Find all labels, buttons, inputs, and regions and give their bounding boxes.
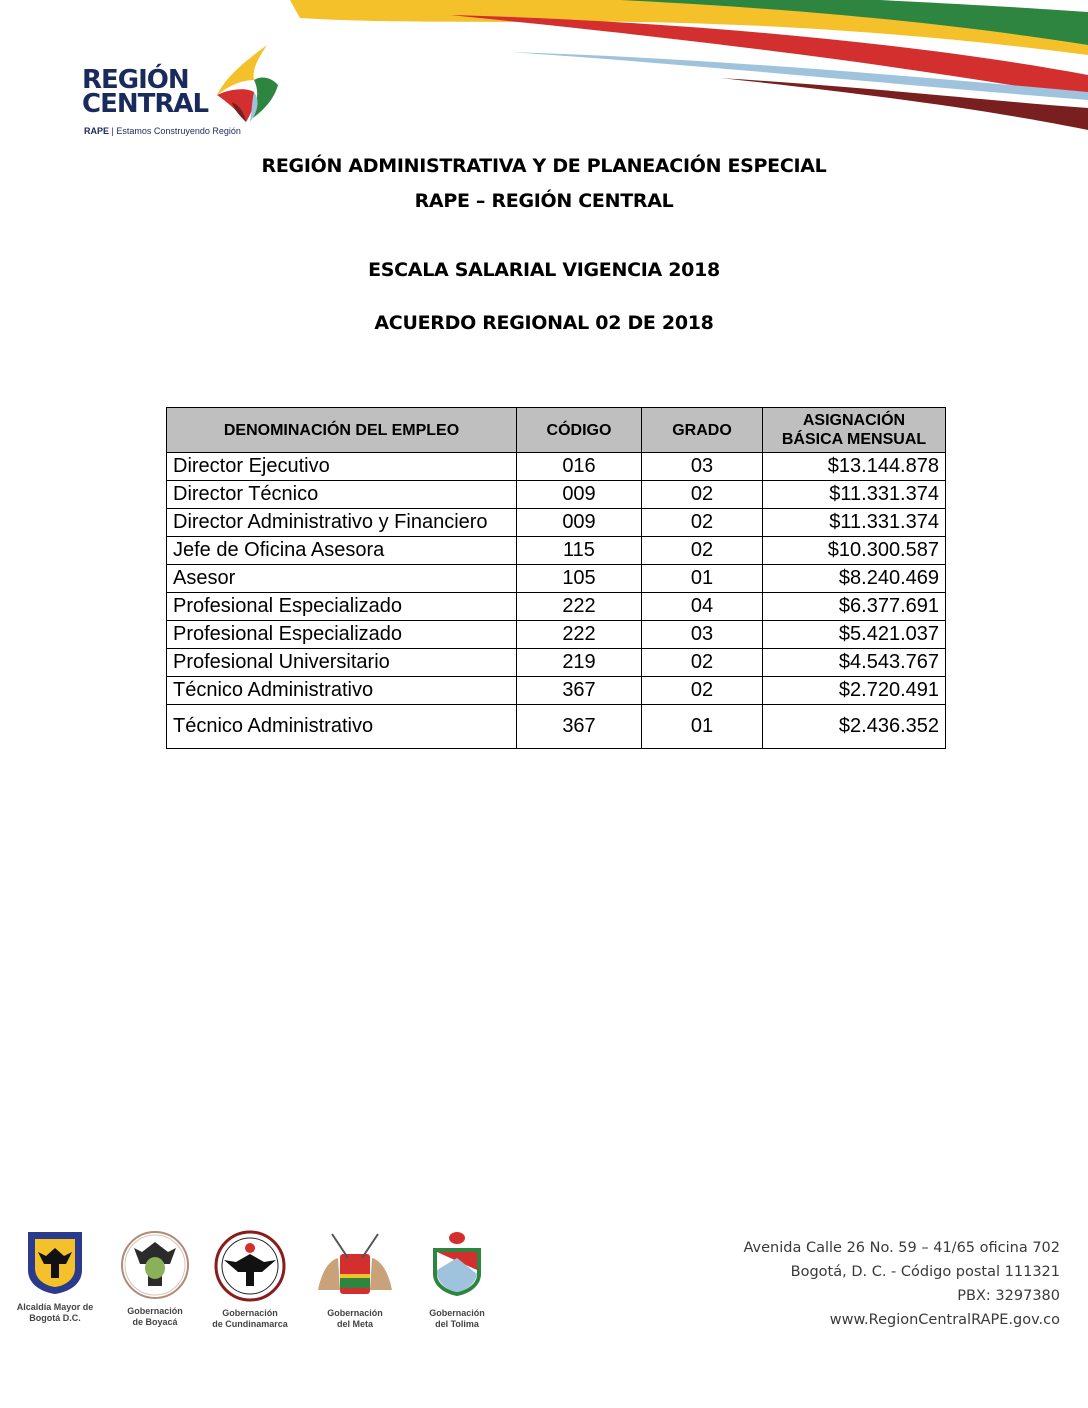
seal-label-line1: Gobernación xyxy=(327,1308,383,1318)
cell-grade: 01 xyxy=(642,705,763,749)
org-title-line1: REGIÓN ADMINISTRATIVA Y DE PLANEACIÓN ESPECIAL xyxy=(261,155,827,177)
address-phone: PBX: 3297380 xyxy=(957,1288,1060,1304)
logo-line1: REGIÓN xyxy=(82,65,189,95)
cell-name: Profesional Especializado xyxy=(167,621,517,649)
region-central-logo xyxy=(82,40,282,140)
cell-name: Profesional Especializado xyxy=(167,593,517,621)
table-row xyxy=(167,677,946,705)
member-seals xyxy=(10,1230,500,1340)
cell-pay: $13.144.878 xyxy=(763,453,946,481)
cell-pay: $11.331.374 xyxy=(763,509,946,537)
header-pay-line2: BÁSICA MENSUAL xyxy=(781,431,927,448)
logo-line2: CENTRAL xyxy=(82,89,209,119)
cell-grade: 02 xyxy=(642,481,763,509)
cell-code: 009 xyxy=(517,509,642,537)
salary-scale-title: ESCALA SALARIAL VIGENCIA 2018 xyxy=(368,259,720,281)
cell-code: 367 xyxy=(517,705,642,749)
cell-name: Director Ejecutivo xyxy=(167,453,517,481)
table-row xyxy=(167,649,946,677)
seal-label-line2: del Meta xyxy=(336,1319,373,1329)
cell-code: 222 xyxy=(517,621,642,649)
cell-code: 222 xyxy=(517,593,642,621)
cell-name: Director Administrativo y Financiero xyxy=(167,509,517,537)
seal-label-line2: del Tolima xyxy=(435,1319,479,1329)
table-row xyxy=(167,481,946,509)
header-name: DENOMINACIÓN DEL EMPLEO xyxy=(167,408,517,453)
seal-label-line1: Gobernación xyxy=(429,1308,485,1318)
bogota-shield-icon xyxy=(26,1230,84,1296)
address-city: Bogotá, D. C. - Código postal 111321 xyxy=(790,1264,1060,1280)
cell-grade: 04 xyxy=(642,593,763,621)
cell-code: 115 xyxy=(517,537,642,565)
org-title-line2: RAPE – REGIÓN CENTRAL xyxy=(414,190,674,212)
header-pay-line1: ASIGNACIÓN xyxy=(802,412,906,429)
cell-grade: 02 xyxy=(642,649,763,677)
hummingbird-icon xyxy=(212,40,282,125)
cundinamarca-seal-icon xyxy=(214,1230,286,1302)
cell-name: Técnico Administrativo xyxy=(167,705,517,749)
cell-pay: $11.331.374 xyxy=(763,481,946,509)
address-website[interactable]: www.RegionCentralRAPE.gov.co xyxy=(829,1312,1060,1328)
cell-pay: $8.240.469 xyxy=(763,565,946,593)
seal-label-line2: de Boyacá xyxy=(132,1317,178,1327)
seal-boyaca xyxy=(110,1230,200,1328)
cell-code: 105 xyxy=(517,565,642,593)
address-street: Avenida Calle 26 No. 59 – 41/65 oficina 702 xyxy=(743,1240,1060,1256)
cell-code: 016 xyxy=(517,453,642,481)
header-pay xyxy=(763,408,946,453)
cell-pay: $2.436.352 xyxy=(763,705,946,749)
table-row xyxy=(167,453,946,481)
table-row xyxy=(167,705,946,749)
cell-code: 219 xyxy=(517,649,642,677)
logo-wordmark xyxy=(82,65,209,119)
cell-code: 367 xyxy=(517,677,642,705)
cell-grade: 02 xyxy=(642,537,763,565)
salary-table xyxy=(166,407,946,749)
cell-grade: 02 xyxy=(642,677,763,705)
boyaca-seal-icon xyxy=(120,1230,190,1300)
table-row xyxy=(167,621,946,649)
table-row xyxy=(167,593,946,621)
cell-grade: 02 xyxy=(642,509,763,537)
cell-name: Profesional Universitario xyxy=(167,649,517,677)
tolima-coat-of-arms-icon xyxy=(427,1230,487,1302)
cell-pay: $2.720.491 xyxy=(763,677,946,705)
cell-code: 009 xyxy=(517,481,642,509)
cell-pay: $10.300.587 xyxy=(763,537,946,565)
seal-label-line2: de Cundinamarca xyxy=(212,1319,288,1329)
cell-pay: $6.377.691 xyxy=(763,593,946,621)
cell-name: Asesor xyxy=(167,565,517,593)
table-header-row xyxy=(167,408,946,453)
table-row xyxy=(167,537,946,565)
table-row xyxy=(167,565,946,593)
cell-grade: 03 xyxy=(642,453,763,481)
logo-rape: RAPE xyxy=(84,126,110,136)
agreement-title: ACUERDO REGIONAL 02 DE 2018 xyxy=(374,312,714,334)
cell-pay: $4.543.767 xyxy=(763,649,946,677)
table-row xyxy=(167,509,946,537)
seal-cundinamarca xyxy=(205,1230,295,1330)
cell-grade: 03 xyxy=(642,621,763,649)
cell-name: Jefe de Oficina Asesora xyxy=(167,537,517,565)
contact-address xyxy=(743,1236,1060,1332)
header-code: CÓDIGO xyxy=(517,408,642,453)
cell-pay: $5.421.037 xyxy=(763,621,946,649)
cell-name: Director Técnico xyxy=(167,481,517,509)
cell-name: Técnico Administrativo xyxy=(167,677,517,705)
header-grade: GRADO xyxy=(642,408,763,453)
seal-label-line1: Alcaldía Mayor de xyxy=(16,1302,94,1312)
logo-tagline-text: | Estamos Construyendo Región xyxy=(111,126,241,136)
cell-grade: 01 xyxy=(642,565,763,593)
seal-bogota xyxy=(10,1230,100,1324)
seal-label-line1: Gobernación xyxy=(222,1308,278,1318)
seal-label-line2: Bogotá D.C. xyxy=(29,1313,81,1323)
meta-coat-of-arms-icon xyxy=(310,1230,400,1302)
seal-label-line1: Gobernación xyxy=(127,1306,183,1316)
seal-meta xyxy=(310,1230,400,1330)
seal-tolima xyxy=(412,1230,502,1330)
logo-tagline xyxy=(84,126,241,136)
